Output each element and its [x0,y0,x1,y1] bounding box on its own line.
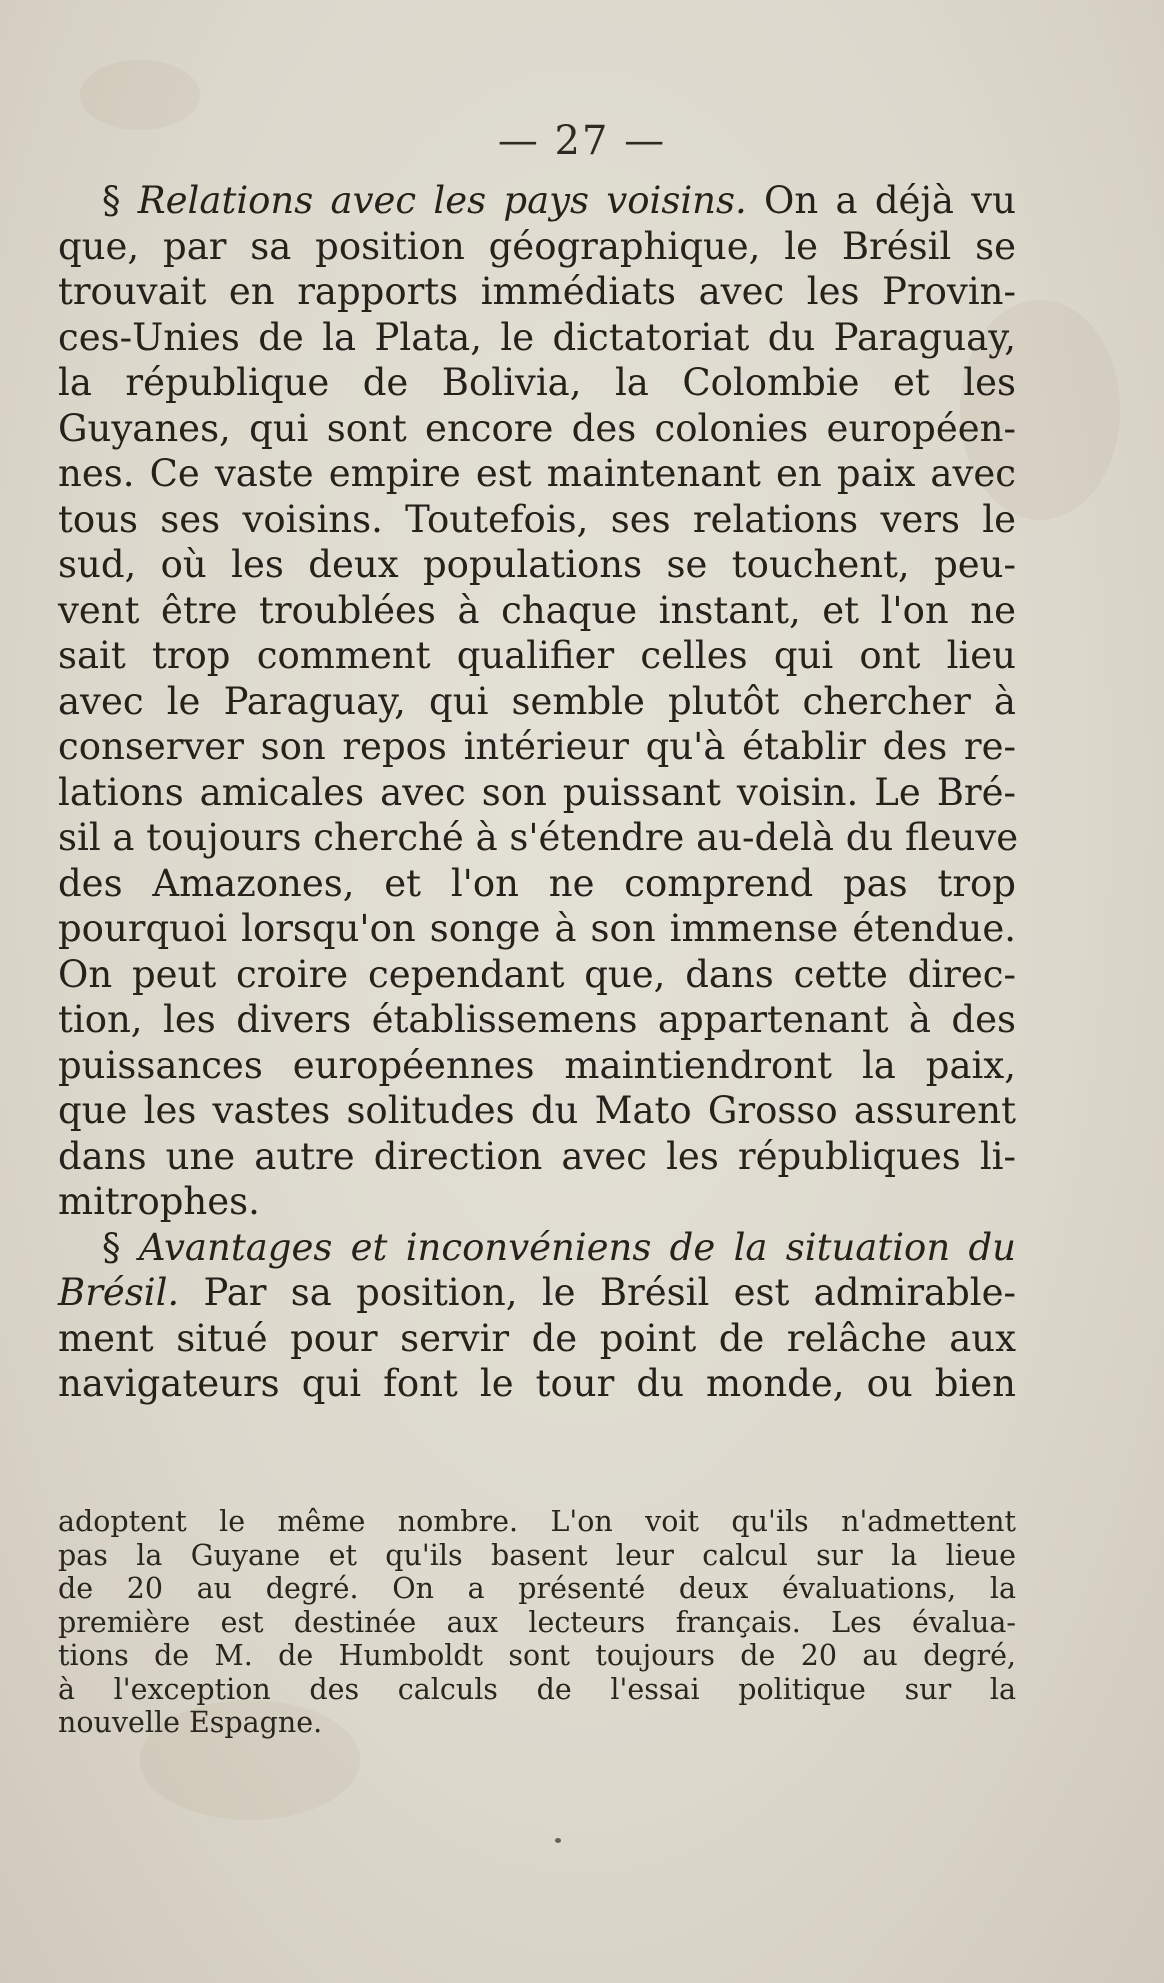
text-line: dans une autre direction avec les républiques li- [58,1134,1016,1178]
text-line: tous ses voisins. Toutefois, ses relations vers le [58,497,1016,541]
ink-dot [555,1838,561,1843]
text-line: tion, les divers établissemens appartenant à des [58,998,1016,1041]
section2-heading-cont: Brésil. [58,1271,180,1314]
footnote [58,1505,1016,1740]
text-line: ment situé pour servir de point de relâche aux [58,1316,1016,1360]
section2-second-line [58,1270,1016,1316]
page-number: — 27 — [497,118,667,164]
section-marker: § [102,179,121,222]
footnote-line: adoptent le même nombre. L'on voit qu'ils n'admettent [58,1505,1016,1538]
main-text [58,178,1019,1407]
footnote-line: première est destinée aux lecteurs français. Les évalua- [58,1605,1016,1639]
text-line: des Amazones, et l'on ne comprend pas trop [58,861,1016,905]
section1-first-line [58,178,1016,224]
text-line: que les vastes solitudes du Mato Grosso assurent [58,1089,1016,1132]
text-line: sait trop comment qualifier celles qui ont lieu [58,634,1016,677]
text-line: nes. Ce vaste empire est maintenant en paix avec [58,452,1016,495]
text-line: sud, où les deux populations se touchent, peu- [58,543,1016,586]
footnote-line: à l'exception des calculs de l'essai politique sur la [58,1672,1016,1706]
footnote-line: nouvelle Espagne. [58,1706,323,1739]
text-line: que, par sa position géographique, le Brésil se [58,224,1016,268]
footnote-line: de 20 au degré. On a présenté deux évaluations, la [58,1572,1016,1605]
text-line: Par sa position, le Brésil est admirable- [179,1271,1016,1314]
text-line: mitrophes. [58,1180,260,1223]
section2-heading: Avantages et inconvéniens de la situation du [138,1225,1016,1269]
section2-heading-line [58,1225,1016,1271]
text-line: conserver son repos intérieur qu'à établir des re- [58,725,1016,768]
text-line: On a déjà vu [746,179,1016,222]
text-line: la république de Bolivia, la Colombie et les [58,361,1016,404]
text-line: navigateurs qui font le tour du monde, ou bien [58,1362,1016,1405]
text-line: lations amicales avec son puissant voisin. Le Bré- [58,770,1016,814]
section1-heading: Relations avec les pays voisins. [137,179,747,222]
text-line: pourquoi lorsqu'on songe à son immense étendue. [58,907,1016,950]
footnote-line: tions de M. de Humboldt sont toujours de 20 au degré, [58,1639,1016,1672]
text-line: vent être troublées à chaque instant, et l'on ne [58,588,1016,632]
footnote-line: pas la Guyane et qu'ils basent leur calcul sur la lieue [58,1538,1016,1572]
text-line: Guyanes, qui sont encore des colonies européen- [58,406,1016,450]
section-marker: § [102,1225,121,1269]
text-line: ces-Unies de la Plata, le dictatoriat du Paraguay, [58,315,1016,359]
text-line: trouvait en rapports immédiats avec les Provin- [58,270,1016,313]
text-line: avec le Paraguay, qui semble plutôt chercher à [58,679,1016,723]
text-line: puissances européennes maintiendront la paix, [58,1043,1016,1087]
text-line: On peut croire cependant que, dans cette direc- [58,952,1016,996]
text-line: sil a toujours cherché à s'étendre au-delà du fleuve [58,816,1019,859]
